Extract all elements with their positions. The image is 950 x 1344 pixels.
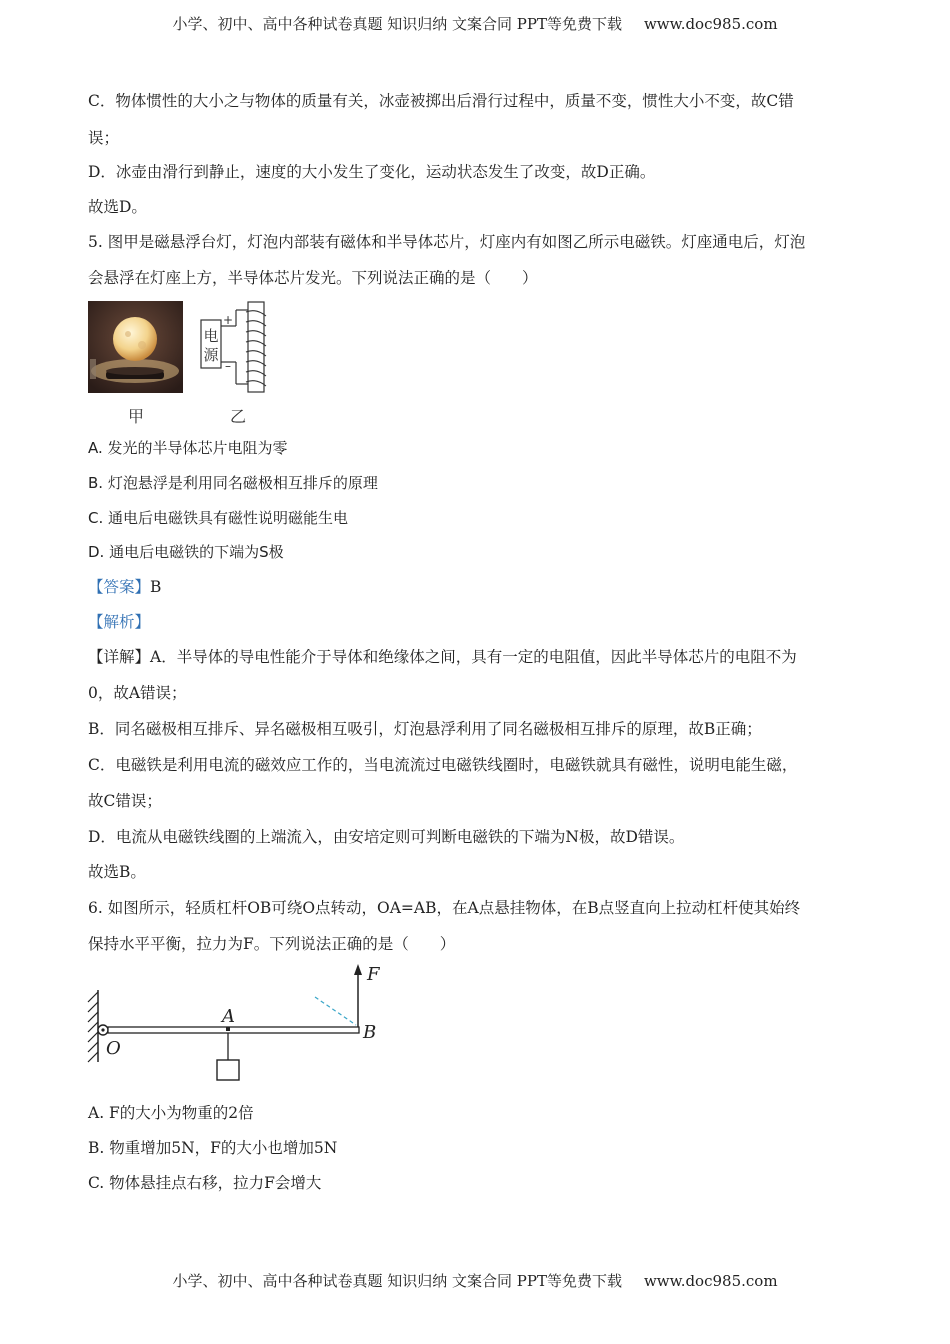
q5-detail-a-line2: 0，故A错误； bbox=[88, 684, 187, 702]
q5-analysis bbox=[88, 612, 150, 632]
iron-core bbox=[248, 302, 264, 392]
q5-conclusion: 故选B。 bbox=[88, 863, 146, 881]
fig-label-jia: 甲 bbox=[128, 407, 145, 426]
dashed-line bbox=[315, 997, 356, 1025]
answer-value: B bbox=[150, 578, 162, 596]
page-footer bbox=[0, 1270, 950, 1291]
q5-detail-c-line2: 故C错误； bbox=[88, 792, 162, 810]
header-title: 小学、初中、高中各种试卷真题 知识归纳 文案合同 PPT等免费下载 bbox=[172, 15, 622, 33]
q6-stem-line1: 6. 如图所示，轻质杠杆OB可绕O点转动，OA=AB，在A点悬挂物体，在B点竖直向上拉动杠杆使其始终 bbox=[88, 899, 801, 917]
q5-option-d: D. 通电后电磁铁的下端为S极 bbox=[88, 543, 284, 561]
q5-option-a: A. 发光的半导体芯片电阻为零 bbox=[88, 439, 288, 457]
force-arrow-head bbox=[354, 964, 362, 975]
answer-tag: 【答案】 bbox=[88, 578, 151, 596]
hanging-object bbox=[217, 1060, 239, 1080]
power-label-1: 电 bbox=[203, 327, 219, 345]
q5-answer bbox=[88, 577, 161, 597]
plus-sign: + bbox=[222, 313, 234, 327]
label-f: F bbox=[367, 964, 380, 985]
point-a bbox=[226, 1027, 230, 1031]
label-a: A bbox=[222, 1006, 235, 1027]
q5-stem-line2: 会悬浮在灯座上方，半导体芯片发光。下列说法正确的是（ ） bbox=[88, 269, 538, 287]
wall-hatch bbox=[88, 992, 98, 1062]
label-b: B bbox=[363, 1022, 377, 1043]
q6-stem-line2: 保持水平平衡，拉力为F。下列说法正确的是（ ） bbox=[88, 935, 456, 953]
coil bbox=[246, 311, 266, 386]
q5-detail-a-line1 bbox=[88, 647, 797, 667]
q6-option-a: A. F的大小为物重的2倍 bbox=[88, 1104, 254, 1122]
fig-label-yi: 乙 bbox=[230, 407, 247, 426]
q5-detail-c-line1: C．电磁铁是利用电流的磁效应工作的，当电流流过电磁铁线圈时，电磁铁就具有磁性，说明电能生磁， bbox=[88, 756, 798, 774]
q5-option-c: C. 通电后电磁铁具有磁性说明磁能生电 bbox=[88, 509, 349, 527]
q4-option-d: D．冰壶由滑行到静止，速度的大小发生了变化，运动状态发生了改变，故D正确。 bbox=[88, 163, 656, 181]
label-o: O bbox=[106, 1038, 121, 1059]
q5-detail-b: B．同名磁极相互排斥、异名磁极相互吸引，灯泡悬浮利用了同名磁极相互排斥的原理，故B正确； bbox=[88, 720, 762, 738]
minus-sign: – bbox=[225, 359, 231, 373]
lever-diagram bbox=[86, 962, 386, 1088]
footer-title: 小学、初中、高中各种试卷真题 知识归纳 文案合同 PPT等免费下载 bbox=[172, 1272, 622, 1290]
q5-option-b: B. 灯泡悬浮是利用同名磁极相互排斥的原理 bbox=[88, 474, 378, 492]
levitating-lamp-photo bbox=[88, 301, 183, 393]
q6-option-b: B. 物重增加5N，F的大小也增加5N bbox=[88, 1139, 338, 1157]
q4-option-c-line2: 误； bbox=[88, 129, 120, 147]
header-site[interactable]: www.doc985.com bbox=[643, 15, 778, 33]
lever-bar bbox=[108, 1027, 359, 1033]
footer-site[interactable]: www.doc985.com bbox=[643, 1272, 778, 1290]
q4-conclusion: 故选D。 bbox=[88, 198, 147, 216]
q5-detail-d: D．电流从电磁铁线圈的上端流入，由安培定则可判断电磁铁的下端为N极，故D错误。 bbox=[88, 828, 685, 846]
q6-option-c: C. 物体悬挂点右移，拉力F会增大 bbox=[88, 1174, 322, 1192]
q5-stem-line1: 5. 图甲是磁悬浮台灯，灯泡内部装有磁体和半导体芯片，灯座内有如图乙所示电磁铁。灯座通电后，灯泡 bbox=[88, 233, 806, 251]
detail-a-text: A．半导体的导电性能介于导体和绝缘体之间，具有一定的电阻值，因此半导体芯片的电阻不为 bbox=[150, 648, 797, 666]
q4-option-c-line1: C．物体惯性的大小之与物体的质量有关，冰壶被掷出后滑行过程中，质量不变，惯性大小不变，故C错 bbox=[88, 92, 794, 110]
page-header bbox=[0, 13, 950, 34]
electromagnet-diagram bbox=[198, 300, 270, 396]
analysis-tag: 【解析】 bbox=[88, 613, 151, 631]
detail-tag: 【详解】 bbox=[88, 648, 151, 666]
power-label-2: 源 bbox=[203, 346, 219, 364]
